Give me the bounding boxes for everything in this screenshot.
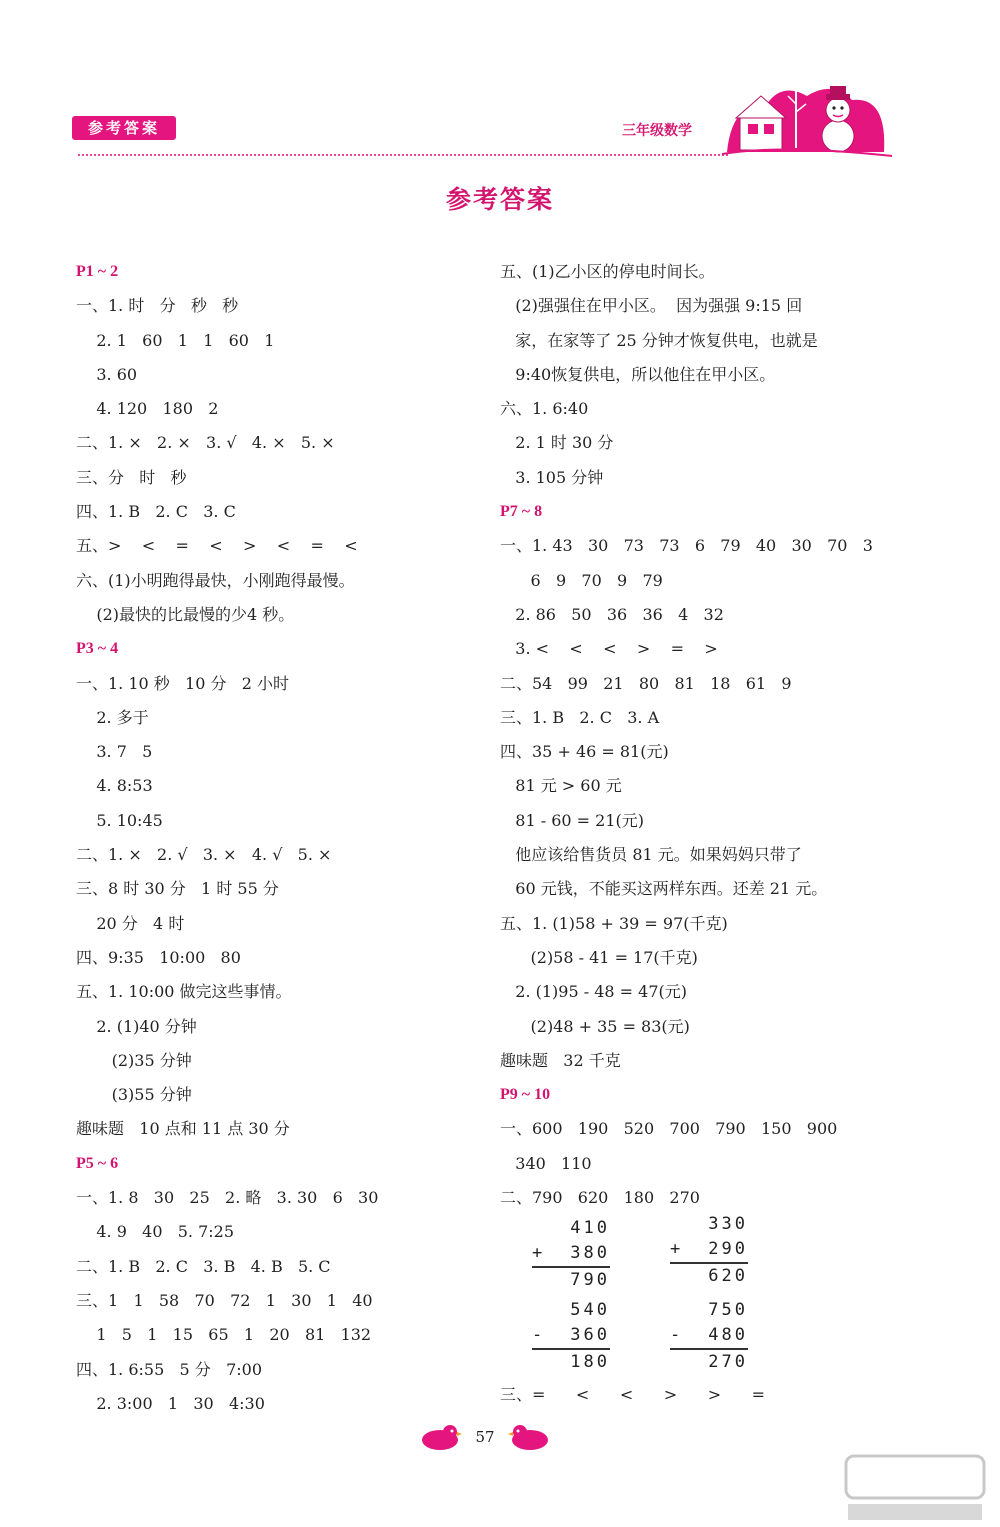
answer-line: 一、600 190 520 700 790 150 900 bbox=[500, 1119, 838, 1139]
answer-line: 二、1. × 2. √ 3. × 4. √ 5. × bbox=[76, 845, 332, 865]
answer-line: 2. 1 时 30 分 bbox=[500, 433, 614, 453]
answer-line: 一、1. 8 30 25 2. 略 3. 30 6 30 bbox=[76, 1188, 379, 1208]
calc-operator: + bbox=[670, 1239, 684, 1259]
calc-result: 790 bbox=[532, 1266, 610, 1293]
answer-line: 5. 10:45 bbox=[76, 810, 163, 830]
answer-line: 4. 8:53 bbox=[76, 776, 153, 796]
calc-result: 180 bbox=[532, 1348, 610, 1375]
answer-line: 家，在家等了 25 分钟才恢复供电，也就是 bbox=[500, 330, 818, 350]
answer-line: (2)强强住在甲小区。 因为强强 9:15 回 bbox=[500, 296, 803, 316]
calc-bottom-number: 480 bbox=[708, 1325, 748, 1345]
answer-line: 2. 86 50 36 36 4 32 bbox=[500, 604, 724, 624]
answer-key-tag: 参考答案 bbox=[72, 116, 176, 140]
answer-line: 4. 120 180 2 bbox=[76, 399, 219, 419]
calc-operator: - bbox=[670, 1325, 684, 1345]
answer-line: 五、> < = < > < = < bbox=[76, 536, 358, 556]
answer-line: (2)48 + 35 = 83(元) bbox=[500, 1016, 690, 1036]
answer-line: 趣味题 32 千克 bbox=[500, 1050, 621, 1070]
calc-top-number: 750 bbox=[708, 1300, 748, 1320]
answer-line: (3)55 分钟 bbox=[76, 1085, 192, 1105]
answer-line: 2. 1 60 1 1 60 1 bbox=[76, 330, 275, 350]
answer-line: 五、1. (1)58 + 39 = 97(千克) bbox=[500, 913, 728, 933]
left-answer-column bbox=[76, 255, 476, 1421]
calc-result: 620 bbox=[670, 1262, 748, 1289]
calc-operator: + bbox=[532, 1243, 546, 1263]
bird-icon bbox=[418, 1422, 462, 1452]
answer-line: 3. 105 分钟 bbox=[500, 467, 604, 487]
answer-line: (2)最快的比最慢的少4 秒。 bbox=[76, 604, 295, 624]
calc-top-number: 330 bbox=[708, 1214, 748, 1234]
answer-line: (2)58 - 41 = 17(千克) bbox=[500, 947, 698, 967]
answer-line: 二、1. B 2. C 3. B 4. B 5. C bbox=[76, 1256, 331, 1276]
answer-line: 2. (1)95 - 48 = 47(元) bbox=[500, 982, 687, 1002]
calc-bottom-number: 380 bbox=[570, 1243, 610, 1263]
answer-line: 三、1 1 58 70 72 1 30 1 40 bbox=[76, 1290, 373, 1310]
answer-line: 二、790 620 180 270 bbox=[500, 1188, 700, 1208]
section-heading: P9 ~ 10 bbox=[500, 1086, 551, 1104]
answer-line: 20 分 4 时 bbox=[76, 913, 185, 933]
right-final-answer-line: 三、= < < > > = bbox=[500, 1385, 766, 1404]
answer-line: 二、54 99 21 80 81 18 61 9 bbox=[500, 673, 792, 693]
calc-bottom-number: 290 bbox=[708, 1239, 748, 1259]
answer-line: 81 元 > 60 元 bbox=[500, 776, 622, 796]
answer-line: 四、1. B 2. C 3. C bbox=[76, 502, 236, 522]
calc-top-number: 410 bbox=[570, 1218, 610, 1238]
calc-operator: - bbox=[532, 1325, 546, 1345]
answer-line: 2. 多于 bbox=[76, 707, 149, 727]
calc-operand-row bbox=[670, 1237, 748, 1262]
answer-line: 一、1. 43 30 73 73 6 79 40 30 70 3 bbox=[500, 536, 873, 556]
section-heading: P5 ~ 6 bbox=[76, 1154, 119, 1172]
answer-line: 81 - 60 = 21(元) bbox=[500, 810, 644, 830]
bird-icon bbox=[508, 1422, 552, 1452]
answer-line: 一、1. 10 秒 10 分 2 小时 bbox=[76, 673, 290, 693]
calc-operand-row bbox=[532, 1323, 610, 1348]
section-heading: P1 ~ 2 bbox=[76, 263, 119, 280]
vertical-calculation bbox=[670, 1212, 748, 1289]
answer-line: 3. 60 bbox=[76, 364, 138, 384]
calc-operand-row bbox=[532, 1241, 610, 1266]
answer-line: 4. 9 40 5. 7:25 bbox=[76, 1222, 235, 1242]
answer-line: 2. (1)40 分钟 bbox=[76, 1016, 197, 1036]
answer-line: 三、1. B 2. C 3. A bbox=[500, 707, 660, 727]
answer-line: 四、35 + 46 = 81(元) bbox=[500, 742, 669, 762]
header-divider bbox=[78, 154, 728, 156]
answer-line: 四、1. 6:55 5 分 7:00 bbox=[76, 1359, 262, 1379]
answer-line: 四、9:35 10:00 80 bbox=[76, 947, 241, 967]
calc-operand-row bbox=[670, 1323, 748, 1348]
vertical-calculation bbox=[532, 1298, 610, 1375]
answer-line: 六、1. 6:40 bbox=[500, 399, 589, 419]
answer-line: 五、(1)乙小区的停电时间长。 bbox=[500, 262, 715, 281]
answer-line: 3. < < < > = > bbox=[500, 639, 718, 659]
snowman-house-illustration bbox=[722, 82, 892, 160]
answer-line: 6 9 70 9 79 bbox=[500, 570, 663, 590]
calc-top-number: 540 bbox=[570, 1300, 610, 1320]
calc-result: 270 bbox=[670, 1348, 748, 1375]
page-number: 57 bbox=[475, 1428, 495, 1446]
answer-line: 2. 3:00 1 30 4:30 bbox=[76, 1393, 265, 1413]
answer-line: 三、8 时 30 分 1 时 55 分 bbox=[76, 879, 279, 899]
page-title: 参考答案 bbox=[445, 185, 554, 214]
answer-line: 60 元钱，不能买这两样东西。还差 21 元。 bbox=[500, 879, 828, 899]
subject-label: 三年级数学 bbox=[622, 123, 692, 139]
answer-line: 二、1. × 2. × 3. √ 4. × 5. × bbox=[76, 433, 335, 453]
answer-line: 趣味题 10 点和 11 点 30 分 bbox=[76, 1119, 290, 1139]
answer-line: 五、1. 10:00 做完这些事情。 bbox=[76, 982, 292, 1002]
section-heading: P7 ~ 8 bbox=[500, 503, 543, 521]
answer-line: 9:40恢复供电，所以他住在甲小区。 bbox=[500, 364, 776, 384]
section-heading: P3 ~ 4 bbox=[76, 640, 119, 658]
answer-line: 他应该给售货员 81 元。如果妈妈只带了 bbox=[500, 845, 802, 865]
page-header bbox=[0, 0, 1000, 170]
watermark-logo bbox=[840, 1450, 990, 1525]
right-answer-column bbox=[500, 255, 900, 1215]
answer-line: 3. 7 5 bbox=[76, 742, 153, 762]
answer-line: 一、1. 时 分 秒 秒 bbox=[76, 296, 239, 316]
vertical-calculation bbox=[532, 1216, 610, 1293]
calc-bottom-number: 360 bbox=[570, 1325, 610, 1345]
answer-line: 1 5 1 15 65 1 20 81 132 bbox=[76, 1325, 372, 1345]
answer-line: (2)35 分钟 bbox=[76, 1050, 192, 1070]
vertical-calculation bbox=[670, 1298, 748, 1375]
answer-line: 六、(1)小明跑得最快，小刚跑得最慢。 bbox=[76, 570, 355, 590]
answer-line: 三、分 时 秒 bbox=[76, 467, 187, 487]
answer-line: 340 110 bbox=[500, 1153, 592, 1173]
